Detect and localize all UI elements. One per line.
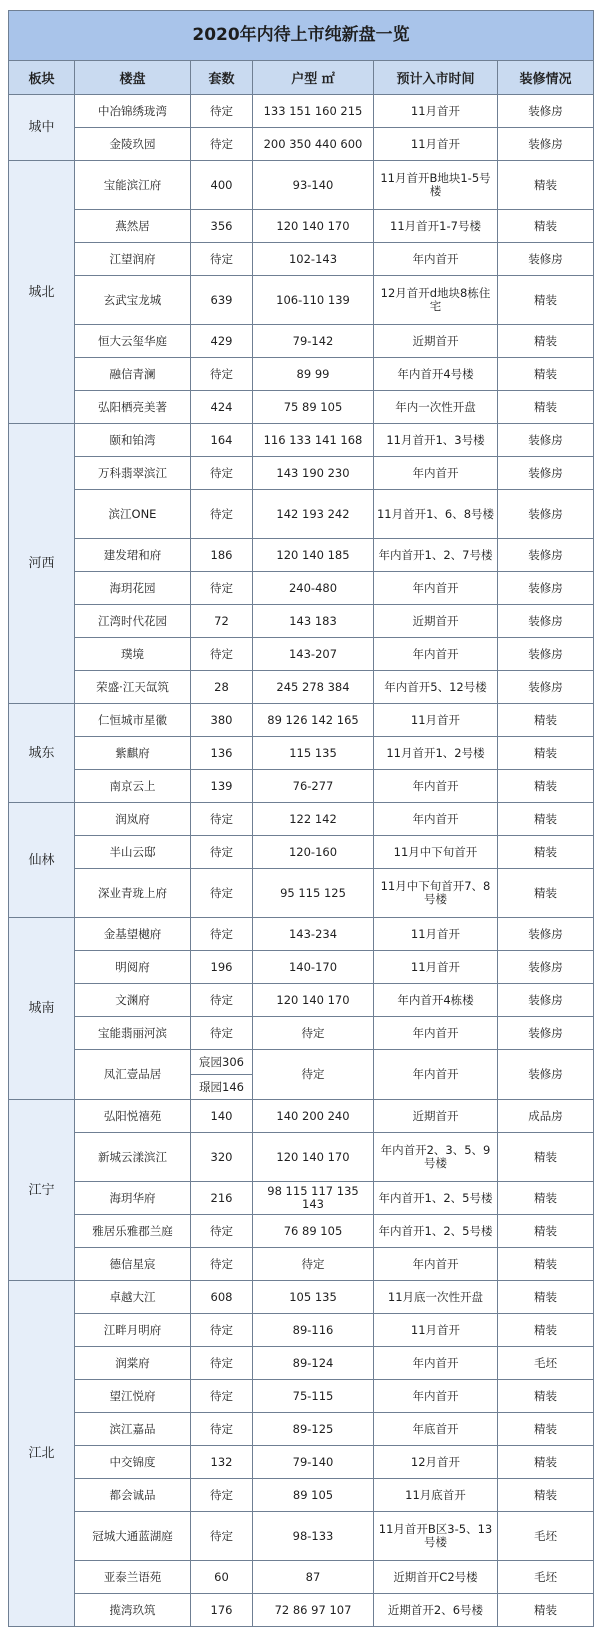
project-name-cell: 玄武宝龙城 xyxy=(75,276,191,325)
layout-cell: 98-133 xyxy=(253,1512,374,1561)
decoration-cell: 装修房 xyxy=(498,539,594,572)
unit-count-cell: 待定 xyxy=(191,869,253,918)
layout-cell: 待定 xyxy=(253,1017,374,1050)
table-row xyxy=(9,1050,594,1075)
layout-cell: 79-140 xyxy=(253,1446,374,1479)
unit-count-cell: 60 xyxy=(191,1561,253,1594)
unit-count-cell: 176 xyxy=(191,1594,253,1627)
launch-time-cell: 年内首开 xyxy=(374,243,498,276)
decoration-cell: 精装 xyxy=(498,210,594,243)
launch-time-cell: 年内首开1、2、5号楼 xyxy=(374,1182,498,1215)
layout-cell: 76 89 105 xyxy=(253,1215,374,1248)
table-row xyxy=(9,1561,594,1594)
launch-time-cell: 11月首开 xyxy=(374,1314,498,1347)
layout-cell: 120 140 170 xyxy=(253,210,374,243)
layout-cell: 143-207 xyxy=(253,638,374,671)
project-name-cell: 中冶锦绣珑湾 xyxy=(75,95,191,128)
launch-time-cell: 年内首开1、2、5号楼 xyxy=(374,1215,498,1248)
layout-cell: 95 115 125 xyxy=(253,869,374,918)
district-cell: 城南 xyxy=(9,918,75,1100)
new-projects-table xyxy=(8,10,594,1627)
launch-time-cell: 年底首开 xyxy=(374,1413,498,1446)
launch-time-cell: 近期首开 xyxy=(374,605,498,638)
launch-time-cell: 年内首开 xyxy=(374,803,498,836)
launch-time-cell: 12月首开d地块8栋住宅 xyxy=(374,276,498,325)
layout-cell: 200 350 440 600 xyxy=(253,128,374,161)
unit-count-cell: 139 xyxy=(191,770,253,803)
launch-time-cell: 年内首开 xyxy=(374,572,498,605)
project-name-cell: 江湾时代花园 xyxy=(75,605,191,638)
header-count: 套数 xyxy=(191,61,253,95)
table-row xyxy=(9,1182,594,1215)
district-cell: 城北 xyxy=(9,161,75,424)
table-row xyxy=(9,1413,594,1446)
project-name-cell: 半山云邸 xyxy=(75,836,191,869)
table-row xyxy=(9,737,594,770)
decoration-cell: 装修房 xyxy=(498,457,594,490)
launch-time-cell: 年内首开4号楼 xyxy=(374,358,498,391)
table-row xyxy=(9,704,594,737)
table-row xyxy=(9,1594,594,1627)
table-row xyxy=(9,1347,594,1380)
project-name-cell: 亚泰兰语苑 xyxy=(75,1561,191,1594)
table-row xyxy=(9,918,594,951)
layout-cell: 120 140 170 xyxy=(253,984,374,1017)
unit-count-cell: 待定 xyxy=(191,1413,253,1446)
decoration-cell: 装修房 xyxy=(498,1017,594,1050)
project-name-cell: 南京云上 xyxy=(75,770,191,803)
project-name-cell: 恒大云玺华庭 xyxy=(75,325,191,358)
table-row xyxy=(9,1281,594,1314)
launch-time-cell: 11月首开 xyxy=(374,951,498,984)
decoration-cell: 精装 xyxy=(498,770,594,803)
project-name-cell: 紫麒府 xyxy=(75,737,191,770)
project-name-cell: 颐和铂湾 xyxy=(75,424,191,457)
layout-cell: 120 140 170 xyxy=(253,1133,374,1182)
layout-cell: 140 200 240 xyxy=(253,1100,374,1133)
launch-time-cell: 11月底一次性开盘 xyxy=(374,1281,498,1314)
table-row xyxy=(9,869,594,918)
launch-time-cell: 年内首开2、3、5、9号楼 xyxy=(374,1133,498,1182)
launch-time-cell: 11月首开1、3号楼 xyxy=(374,424,498,457)
unit-count-cell: 380 xyxy=(191,704,253,737)
table-row xyxy=(9,1446,594,1479)
layout-cell: 89 105 xyxy=(253,1479,374,1512)
unit-count-cell: 608 xyxy=(191,1281,253,1314)
decoration-cell: 成品房 xyxy=(498,1100,594,1133)
decoration-cell: 装修房 xyxy=(498,984,594,1017)
decoration-cell: 毛坯 xyxy=(498,1512,594,1561)
unit-count-cell: 待定 xyxy=(191,803,253,836)
unit-count-cell: 宸园306 xyxy=(191,1050,253,1075)
decoration-cell: 装修房 xyxy=(498,1050,594,1100)
decoration-cell: 精装 xyxy=(498,161,594,210)
unit-count-cell: 待定 xyxy=(191,457,253,490)
layout-cell: 75 89 105 xyxy=(253,391,374,424)
launch-time-cell: 年内首开 xyxy=(374,638,498,671)
decoration-cell: 精装 xyxy=(498,358,594,391)
launch-time-cell: 年内一次性开盘 xyxy=(374,391,498,424)
decoration-cell: 毛坯 xyxy=(498,1561,594,1594)
table-row xyxy=(9,572,594,605)
project-name-cell: 中交锦度 xyxy=(75,1446,191,1479)
project-name-cell: 弘阳栖亮美著 xyxy=(75,391,191,424)
layout-cell: 102-143 xyxy=(253,243,374,276)
header-row xyxy=(9,61,594,95)
unit-count-cell: 待定 xyxy=(191,1380,253,1413)
unit-count-cell: 待定 xyxy=(191,490,253,539)
unit-count-cell: 待定 xyxy=(191,984,253,1017)
decoration-cell: 装修房 xyxy=(498,128,594,161)
unit-count-cell: 待定 xyxy=(191,358,253,391)
unit-count-cell: 429 xyxy=(191,325,253,358)
launch-time-cell: 年内首开 xyxy=(374,770,498,803)
project-name-cell: 滨江嘉品 xyxy=(75,1413,191,1446)
decoration-cell: 精装 xyxy=(498,1281,594,1314)
layout-cell: 240-480 xyxy=(253,572,374,605)
unit-count-cell: 待定 xyxy=(191,836,253,869)
layout-cell: 98 115 117 135 143 xyxy=(253,1182,374,1215)
launch-time-cell: 年内首开 xyxy=(374,1017,498,1050)
decoration-cell: 装修房 xyxy=(498,638,594,671)
table-row xyxy=(9,1512,594,1561)
header-district: 板块 xyxy=(9,61,75,95)
table-row xyxy=(9,490,594,539)
unit-count-cell: 356 xyxy=(191,210,253,243)
unit-count-cell: 196 xyxy=(191,951,253,984)
unit-count-cell: 待定 xyxy=(191,638,253,671)
decoration-cell: 精装 xyxy=(498,1594,594,1627)
unit-count-cell: 136 xyxy=(191,737,253,770)
decoration-cell: 精装 xyxy=(498,737,594,770)
layout-cell: 89-124 xyxy=(253,1347,374,1380)
table-row xyxy=(9,457,594,490)
layout-cell: 120-160 xyxy=(253,836,374,869)
project-name-cell: 揽湾玖筑 xyxy=(75,1594,191,1627)
launch-time-cell: 11月首开 xyxy=(374,95,498,128)
table-row xyxy=(9,358,594,391)
project-name-cell: 新城云漾滨江 xyxy=(75,1133,191,1182)
table-row xyxy=(9,128,594,161)
decoration-cell: 装修房 xyxy=(498,490,594,539)
project-name-cell: 金陵玖园 xyxy=(75,128,191,161)
launch-time-cell: 近期首开2、6号楼 xyxy=(374,1594,498,1627)
table-row xyxy=(9,243,594,276)
unit-count-cell: 28 xyxy=(191,671,253,704)
unit-count-cell: 639 xyxy=(191,276,253,325)
table-row xyxy=(9,770,594,803)
layout-cell: 143-234 xyxy=(253,918,374,951)
unit-count-cell: 待定 xyxy=(191,918,253,951)
district-cell: 仙林 xyxy=(9,803,75,918)
unit-count-cell: 待定 xyxy=(191,1347,253,1380)
table-row xyxy=(9,1314,594,1347)
layout-cell: 142 193 242 xyxy=(253,490,374,539)
project-name-cell: 仁恒城市星徽 xyxy=(75,704,191,737)
launch-time-cell: 年内首开 xyxy=(374,457,498,490)
project-name-cell: 建发珺和府 xyxy=(75,539,191,572)
unit-count-cell: 186 xyxy=(191,539,253,572)
launch-time-cell: 12月首开 xyxy=(374,1446,498,1479)
decoration-cell: 精装 xyxy=(498,869,594,918)
launch-time-cell: 11月首开1-7号楼 xyxy=(374,210,498,243)
project-name-cell: 海玥花园 xyxy=(75,572,191,605)
layout-cell: 89-116 xyxy=(253,1314,374,1347)
project-name-cell: 冠城大通蓝湖庭 xyxy=(75,1512,191,1561)
project-name-cell: 深业青珑上府 xyxy=(75,869,191,918)
layout-cell: 待定 xyxy=(253,1248,374,1281)
district-cell: 江宁 xyxy=(9,1100,75,1281)
layout-cell: 133 151 160 215 xyxy=(253,95,374,128)
project-name-cell: 润棠府 xyxy=(75,1347,191,1380)
decoration-cell: 精装 xyxy=(498,704,594,737)
layout-cell: 75-115 xyxy=(253,1380,374,1413)
launch-time-cell: 年内首开4栋楼 xyxy=(374,984,498,1017)
unit-count-cell: 216 xyxy=(191,1182,253,1215)
project-name-cell: 都会诚品 xyxy=(75,1479,191,1512)
table-row xyxy=(9,638,594,671)
layout-cell: 115 135 xyxy=(253,737,374,770)
launch-time-cell: 11月首开 xyxy=(374,704,498,737)
layout-cell: 89 99 xyxy=(253,358,374,391)
unit-count-cell: 待定 xyxy=(191,572,253,605)
layout-cell: 89 126 142 165 xyxy=(253,704,374,737)
table-row xyxy=(9,951,594,984)
decoration-cell: 装修房 xyxy=(498,951,594,984)
unit-count-cell: 72 xyxy=(191,605,253,638)
decoration-cell: 精装 xyxy=(498,1380,594,1413)
project-name-cell: 江畔月明府 xyxy=(75,1314,191,1347)
launch-time-cell: 11月首开 xyxy=(374,918,498,951)
decoration-cell: 精装 xyxy=(498,1446,594,1479)
unit-count-cell: 璟园146 xyxy=(191,1075,253,1100)
decoration-cell: 精装 xyxy=(498,1248,594,1281)
district-cell: 城东 xyxy=(9,704,75,803)
decoration-cell: 精装 xyxy=(498,1133,594,1182)
layout-cell: 待定 xyxy=(253,1050,374,1100)
launch-time-cell: 11月首开1、2号楼 xyxy=(374,737,498,770)
unit-count-cell: 待定 xyxy=(191,1512,253,1561)
layout-cell: 72 86 97 107 xyxy=(253,1594,374,1627)
launch-time-cell: 年内首开5、12号楼 xyxy=(374,671,498,704)
table-row xyxy=(9,605,594,638)
table-row xyxy=(9,1380,594,1413)
decoration-cell: 装修房 xyxy=(498,605,594,638)
district-cell: 城中 xyxy=(9,95,75,161)
launch-time-cell: 11月首开B地块1-5号楼 xyxy=(374,161,498,210)
header-launch-time: 预计入市时间 xyxy=(374,61,498,95)
layout-cell: 89-125 xyxy=(253,1413,374,1446)
launch-time-cell: 11月中下旬首开 xyxy=(374,836,498,869)
table-row xyxy=(9,1100,594,1133)
table-row xyxy=(9,539,594,572)
project-name-cell: 万科翡翠滨江 xyxy=(75,457,191,490)
project-name-cell: 燕然居 xyxy=(75,210,191,243)
table-row xyxy=(9,161,594,210)
project-name-cell: 德信星宸 xyxy=(75,1248,191,1281)
layout-cell: 120 140 185 xyxy=(253,539,374,572)
decoration-cell: 装修房 xyxy=(498,671,594,704)
launch-time-cell: 近期首开 xyxy=(374,1100,498,1133)
unit-count-cell: 待定 xyxy=(191,1215,253,1248)
layout-cell: 140-170 xyxy=(253,951,374,984)
launch-time-cell: 11月中下旬首开7、8号楼 xyxy=(374,869,498,918)
layout-cell: 105 135 xyxy=(253,1281,374,1314)
table-row xyxy=(9,1017,594,1050)
table-row xyxy=(9,424,594,457)
layout-cell: 116 133 141 168 xyxy=(253,424,374,457)
unit-count-cell: 164 xyxy=(191,424,253,457)
decoration-cell: 精装 xyxy=(498,836,594,869)
project-name-cell: 金基望樾府 xyxy=(75,918,191,951)
unit-count-cell: 待定 xyxy=(191,95,253,128)
layout-cell: 79-142 xyxy=(253,325,374,358)
table-row xyxy=(9,391,594,424)
unit-count-cell: 140 xyxy=(191,1100,253,1133)
table-row xyxy=(9,671,594,704)
layout-cell: 143 190 230 xyxy=(253,457,374,490)
decoration-cell: 装修房 xyxy=(498,424,594,457)
table-row xyxy=(9,1215,594,1248)
decoration-cell: 装修房 xyxy=(498,243,594,276)
project-name-cell: 滨江ONE xyxy=(75,490,191,539)
unit-count-cell: 待定 xyxy=(191,1248,253,1281)
project-name-cell: 雅居乐雅郡兰庭 xyxy=(75,1215,191,1248)
project-name-cell: 卓越大江 xyxy=(75,1281,191,1314)
launch-time-cell: 近期首开C2号楼 xyxy=(374,1561,498,1594)
layout-cell: 87 xyxy=(253,1561,374,1594)
decoration-cell: 装修房 xyxy=(498,95,594,128)
project-name-cell: 润岚府 xyxy=(75,803,191,836)
layout-cell: 122 142 xyxy=(253,803,374,836)
table-row xyxy=(9,1133,594,1182)
decoration-cell: 精装 xyxy=(498,325,594,358)
project-name-cell: 望江悦府 xyxy=(75,1380,191,1413)
project-name-cell: 璞境 xyxy=(75,638,191,671)
launch-time-cell: 年内首开 xyxy=(374,1050,498,1100)
project-name-cell: 明阅府 xyxy=(75,951,191,984)
launch-time-cell: 年内首开1、2、7号楼 xyxy=(374,539,498,572)
launch-time-cell: 年内首开 xyxy=(374,1380,498,1413)
decoration-cell: 装修房 xyxy=(498,572,594,605)
decoration-cell: 精装 xyxy=(498,276,594,325)
decoration-cell: 精装 xyxy=(498,1314,594,1347)
launch-time-cell: 近期首开 xyxy=(374,325,498,358)
unit-count-cell: 待定 xyxy=(191,128,253,161)
district-cell: 河西 xyxy=(9,424,75,704)
project-name-cell: 海玥华府 xyxy=(75,1182,191,1215)
table-wrapper xyxy=(8,10,593,1627)
district-cell: 江北 xyxy=(9,1281,75,1627)
decoration-cell: 精装 xyxy=(498,1413,594,1446)
unit-count-cell: 400 xyxy=(191,161,253,210)
layout-cell: 143 183 xyxy=(253,605,374,638)
unit-count-cell: 待定 xyxy=(191,1017,253,1050)
project-name-cell: 荣盛·江天氙筑 xyxy=(75,671,191,704)
table-row xyxy=(9,836,594,869)
table-row xyxy=(9,803,594,836)
decoration-cell: 精装 xyxy=(498,803,594,836)
table-title: 2020年内待上市纯新盘一览 xyxy=(9,11,594,61)
layout-cell: 245 278 384 xyxy=(253,671,374,704)
layout-cell: 76-277 xyxy=(253,770,374,803)
unit-count-cell: 132 xyxy=(191,1446,253,1479)
unit-count-cell: 424 xyxy=(191,391,253,424)
unit-count-cell: 待定 xyxy=(191,1479,253,1512)
table-row xyxy=(9,325,594,358)
header-project: 楼盘 xyxy=(75,61,191,95)
decoration-cell: 精装 xyxy=(498,1215,594,1248)
table-row xyxy=(9,1479,594,1512)
table-row xyxy=(9,1248,594,1281)
header-decoration: 装修情况 xyxy=(498,61,594,95)
table-row xyxy=(9,984,594,1017)
decoration-cell: 精装 xyxy=(498,1479,594,1512)
header-layout: 户型 ㎡ xyxy=(253,61,374,95)
project-name-cell: 江望润府 xyxy=(75,243,191,276)
decoration-cell: 精装 xyxy=(498,391,594,424)
table-row xyxy=(9,95,594,128)
table-row xyxy=(9,276,594,325)
decoration-cell: 毛坯 xyxy=(498,1347,594,1380)
launch-time-cell: 11月首开B区3-5、13号楼 xyxy=(374,1512,498,1561)
decoration-cell: 装修房 xyxy=(498,918,594,951)
launch-time-cell: 年内首开 xyxy=(374,1248,498,1281)
title-row xyxy=(9,11,594,61)
project-name-cell: 文渊府 xyxy=(75,984,191,1017)
layout-cell: 106-110 139 xyxy=(253,276,374,325)
launch-time-cell: 11月首开 xyxy=(374,128,498,161)
project-name-cell: 凤汇壹品居 xyxy=(75,1050,191,1100)
launch-time-cell: 11月首开1、6、8号楼 xyxy=(374,490,498,539)
layout-cell: 93-140 xyxy=(253,161,374,210)
unit-count-cell: 待定 xyxy=(191,1314,253,1347)
launch-time-cell: 11月底首开 xyxy=(374,1479,498,1512)
launch-time-cell: 年内首开 xyxy=(374,1347,498,1380)
table-row xyxy=(9,210,594,243)
unit-count-cell: 320 xyxy=(191,1133,253,1182)
decoration-cell: 精装 xyxy=(498,1182,594,1215)
project-name-cell: 融信青澜 xyxy=(75,358,191,391)
unit-count-cell: 待定 xyxy=(191,243,253,276)
project-name-cell: 宝能翡丽河滨 xyxy=(75,1017,191,1050)
project-name-cell: 弘阳悦禧苑 xyxy=(75,1100,191,1133)
project-name-cell: 宝能滨江府 xyxy=(75,161,191,210)
